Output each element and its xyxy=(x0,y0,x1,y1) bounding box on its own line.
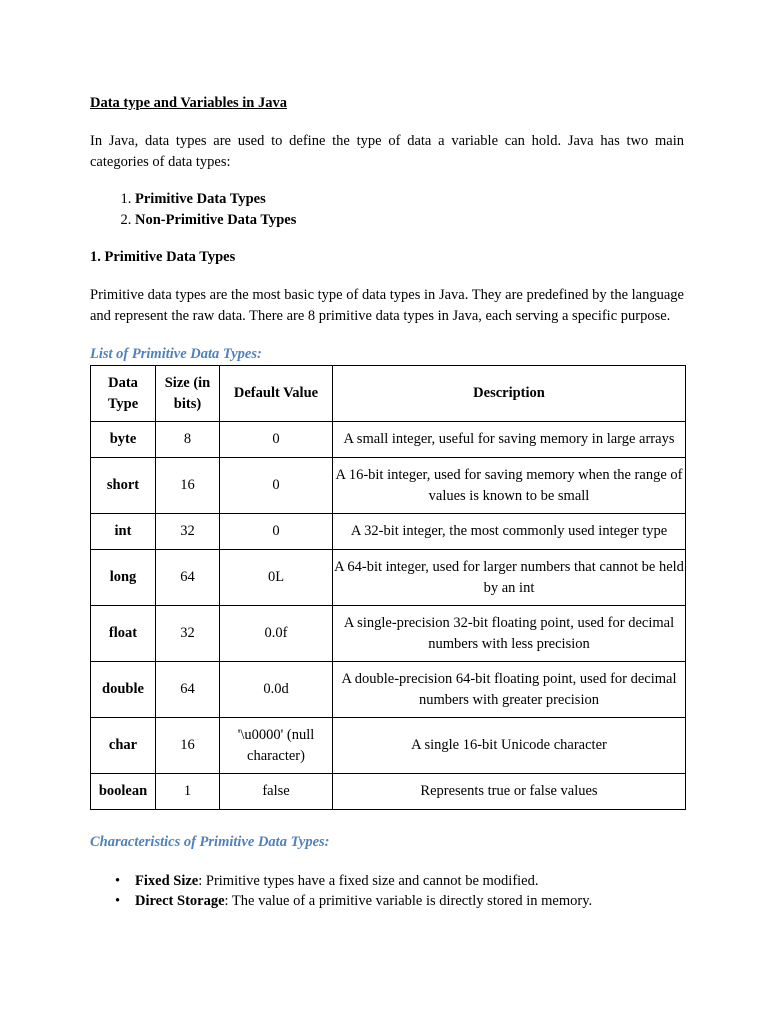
intro-paragraph: In Java, data types are used to define the type of data a variable can hold. Java has two main categories of data types: xyxy=(90,133,684,170)
column-header: Default Value xyxy=(220,366,333,422)
description-cell: A small integer, useful for saving memory in large arrays xyxy=(333,422,686,458)
default-cell: false xyxy=(220,774,333,810)
column-header: Size (in bits) xyxy=(156,366,220,422)
default-cell: 0.0d xyxy=(220,662,333,718)
section-heading: 1. Primitive Data Types xyxy=(90,249,236,265)
list-item xyxy=(115,891,684,911)
description-cell: A 32-bit integer, the most commonly used integer type xyxy=(333,514,686,550)
size-cell: 32 xyxy=(156,514,220,550)
type-cell: float xyxy=(91,606,156,662)
type-cell: double xyxy=(91,662,156,718)
type-cell: long xyxy=(91,550,156,606)
table-header-row xyxy=(91,366,686,422)
table-row xyxy=(91,718,686,774)
table-row xyxy=(91,514,686,550)
description-cell: A 64-bit integer, used for larger numbers that cannot be held by an int xyxy=(333,550,686,606)
bullet-icon: • xyxy=(115,873,121,889)
type-cell: char xyxy=(91,718,156,774)
characteristic-term: Fixed Size xyxy=(135,873,199,889)
table-row xyxy=(91,662,686,718)
data-type-categories-list xyxy=(90,189,684,231)
description-cell: A single 16-bit Unicode character xyxy=(333,718,686,774)
description-cell: A single-precision 32-bit floating point, used for decimal numbers with less precision xyxy=(333,606,686,662)
list-item: 1. Primitive Data Types xyxy=(135,189,684,210)
type-cell: byte xyxy=(91,422,156,458)
description-cell: A double-precision 64-bit floating point, used for decimal numbers with greater precision xyxy=(333,662,686,718)
size-cell: 1 xyxy=(156,774,220,810)
column-header: Description xyxy=(333,366,686,422)
characteristic-text: : Primitive types have a fixed size and cannot be modified. xyxy=(198,873,539,889)
document-page xyxy=(90,93,684,911)
size-cell: 8 xyxy=(156,422,220,458)
size-cell: 16 xyxy=(156,718,220,774)
bullet-icon: • xyxy=(115,893,121,909)
primitive-types-table xyxy=(90,365,686,810)
description-cell: A 16-bit integer, used for saving memory when the range of values is known to be small xyxy=(333,458,686,514)
default-cell: '\u0000' (null character) xyxy=(220,718,333,774)
list-item: 2. Non-Primitive Data Types xyxy=(135,210,684,231)
size-cell: 64 xyxy=(156,662,220,718)
default-cell: 0 xyxy=(220,514,333,550)
section-paragraph: Primitive data types are the most basic type of data types in Java. They are predefined by the language and represent the raw data. There are 8 primitive data types in Java, each serving a specific purpose. xyxy=(90,287,684,324)
default-cell: 0.0f xyxy=(220,606,333,662)
table-row xyxy=(91,606,686,662)
size-cell: 16 xyxy=(156,458,220,514)
characteristics-list xyxy=(90,871,684,911)
default-cell: 0L xyxy=(220,550,333,606)
list-item xyxy=(115,871,684,891)
description-cell: Represents true or false values xyxy=(333,774,686,810)
type-cell: boolean xyxy=(91,774,156,810)
table-row xyxy=(91,550,686,606)
list-heading: List of Primitive Data Types: xyxy=(90,346,262,362)
type-cell: int xyxy=(91,514,156,550)
default-cell: 0 xyxy=(220,422,333,458)
characteristics-heading: Characteristics of Primitive Data Types: xyxy=(90,834,330,850)
table-row xyxy=(91,458,686,514)
size-cell: 32 xyxy=(156,606,220,662)
default-cell: 0 xyxy=(220,458,333,514)
characteristic-term: Direct Storage xyxy=(135,893,225,909)
table-row xyxy=(91,422,686,458)
size-cell: 64 xyxy=(156,550,220,606)
document-title: Data type and Variables in Java xyxy=(90,95,287,111)
column-header: Data Type xyxy=(91,366,156,422)
table-row xyxy=(91,774,686,810)
characteristic-text: : The value of a primitive variable is directly stored in memory. xyxy=(224,893,593,909)
type-cell: short xyxy=(91,458,156,514)
